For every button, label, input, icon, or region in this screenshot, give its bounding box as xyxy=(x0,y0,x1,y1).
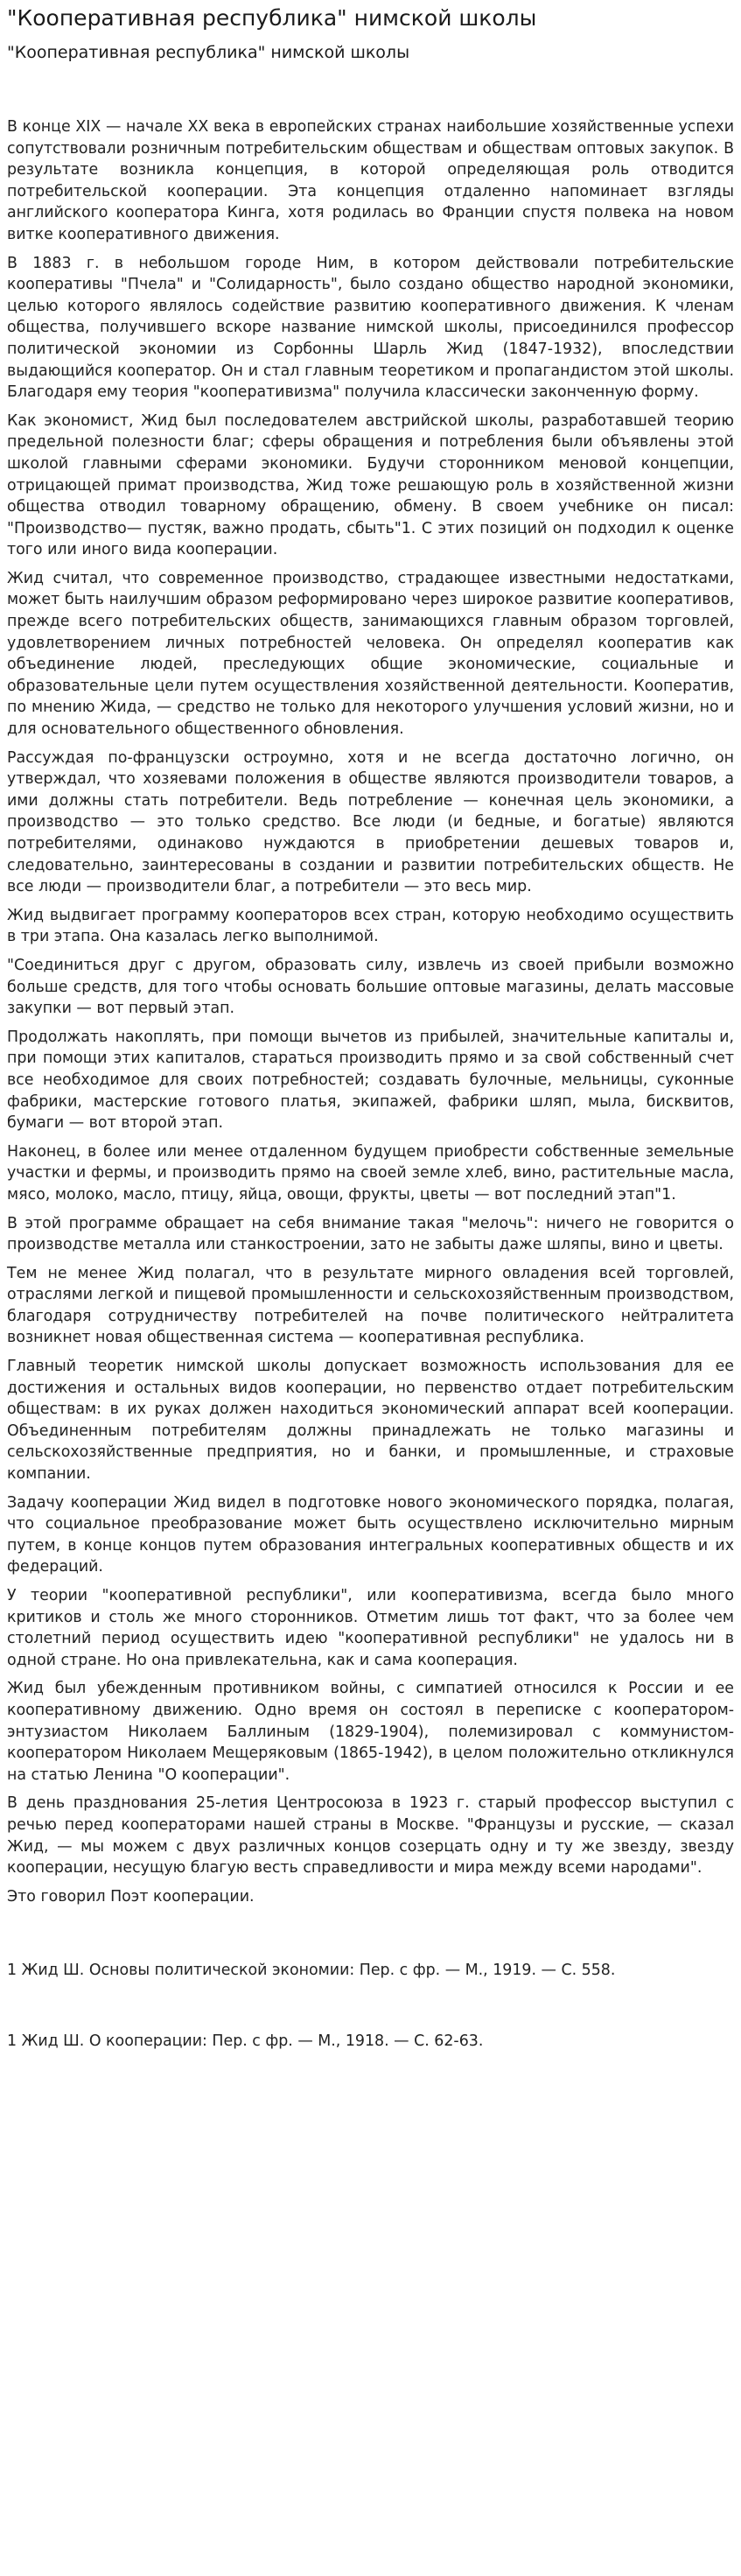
paragraph: Продолжать накоплять, при помощи вычетов из прибылей, значительные капиталы и, при помощи этих капиталов, стараться производить прямо и за свой собственный счет все необходимое для своих потребностей; создавать булочные, мельницы, суконные фабрики, мастерские готового платья, экипажей, фабрики шляп, мыла, бисквитов, бумаги — вот второй этап. xyxy=(7,1028,734,1133)
paragraph: Тем не менее Жид полагал, что в результате мирного овладения всей торговлей, отраслями легкой и пищевой промышленности и сельскохозяйственным производством, благодаря сотрудничеству потребителей на почве политического нейтралитета возникнет новая общественная система — кооперативная республика. xyxy=(7,1264,734,1347)
paragraph: Жид был убежденным противником войны, с симпатией относился к России и ее кооперативному движению. Одно время он состоял в переписке с кооператором-энтузиастом Николаем Баллиным (1829-1904), полемизировал с коммунистом-кооператором Николаем Мещеряковым (1865-1942), в целом положительно откликнулся на статью Ленина "О кооперации". xyxy=(7,1680,734,1784)
paragraph: В день празднования 25-летия Центросоюза в 1923 г. старый профессор выступил с речью перед кооператорами нашей страны в Москве. "Французы и русские, — сказал Жид, — мы можем с двух различных концов созерцать одну и ту же звезду, звезду кооперации, несущую благую весть справедливости и мира между всеми народами". xyxy=(7,1794,734,1878)
paragraph: Главный теоретик нимской школы допускает возможность использования для ее достижения и остальных видов кооперации, но первенство отдает потребительским обществам: в их руках должен находиться экономический аппарат всей кооперации. Объединенным потребителям должны принадлежать не только магазины и сельскохозяйственные предприятия, но и банки, и промышленные, и страховые компании. xyxy=(7,1358,734,1484)
footnote: 1 Жид Ш. Основы политической экономии: Пер. с фр. — М., 1919. — С. 558. xyxy=(7,1962,616,1980)
paragraph: В этой программе обращает на себя внимание такая "мелочь": ничего не говорится о производстве металла или станкостроении, зато не забыты даже шляпы, вино и цветы. xyxy=(7,1214,734,1254)
footnote-spacer xyxy=(7,1982,734,2031)
article-body xyxy=(7,116,734,1907)
paragraph: Как экономист, Жид был последователем австрийской школы, разработавшей теорию предельной полезности благ; сферы обращения и потребления были объявлены этой школой главными сферами экономики. Будучи сторонником меновой концепции, отрицающей примат производства, Жид тоже решающую роль в хозяйственной жизни общества отводил товарному обращению, обмену. В своем учебнике он писал: "Производство— пустяк, важно продать, сбыть"1. С этих позиций он подходил к оценке того или иного вида кооперации. xyxy=(7,411,734,559)
paragraph: Рассуждая по-французски остроумно, хотя и не всегда достаточно логично, он утверждал, что хозяевами положения в обществе являются производители товаров, а ими должны стать потребители. Ведь потребление — конечная цель экономики, а производство — это только средство. Все люди (и бедные, и богатые) являются потребителями, одинаково нуждаются в приобретении дешевых товаров и, следовательно, заинтересованы в создании и развитии потребительских обществ. Не все люди — производители благ, а потребители — это весь мир. xyxy=(7,748,734,896)
title-spacer xyxy=(7,63,734,116)
paragraph: Задачу кооперации Жид видел в подготовке нового экономического порядка, полагая, что социальное преобразование может быть осуществлено исключительно мирным путем, в конце концов путем образования интегральных кооперативных обществ и их федераций. xyxy=(7,1493,734,1576)
paragraph: Жид считал, что современное производство, страдающее известными недостатками, может быть наилучшим образом реформировано через широкое развитие кооперативов, прежде всего потребительских обществ, занимающихся главным образом торговлей, удовлетворением личных потребностей человека. Он определял кооператив как объединение людей, преследующих общие экономические, социальные и образовательные цели путем осуществления хозяйственной деятельности. Кооператив, по мнению Жида, — средство не только для некоторого улучшения условий жизни, но и для основательного общественного обновления. xyxy=(7,569,734,739)
paragraph: Жид выдвигает программу кооператоров всех стран, которую необходимо осуществить в три этапа. Она казалась легко выполнимой. xyxy=(7,906,734,946)
footnote: 1 Жид Ш. О кооперации: Пер. с фр. — М., 1918. — С. 62-63. xyxy=(7,2032,484,2050)
paragraph: Наконец, в более или менее отдаленном будущем приобрести собственные земельные участки и фермы, и производить прямо на своей земле хлеб, вино, растительные масла, мясо, молоко, масло, птицу, яйца, овощи, фрукты, цветы — вот последний этап"1. xyxy=(7,1142,734,1204)
paragraph: В 1883 г. в небольшом городе Ним, в котором действовали потребительские кооперативы "Пчела" и "Солидарность", было создано общество народной экономики, целью которого являлось содействие развитию кооперативного движения. К членам общества, получившего вскоре название нимской школы, присоединился профессор политической экономии из Сорбонны Шарль Жид (1847-1932), впоследствии выдающийся кооператор. Он и стал главным теоретиком и пропагандистом этой школы. Благодаря ему теория "кооперативизма" получила классически законченную форму. xyxy=(7,254,734,402)
paragraph: У теории "кооперативной республики", или кооперативизма, всегда было много критиков и столь же много сторонников. Отметим лишь тот факт, что за более чем столетний период осуществить идею "кооперативной республики" не удалось ни в одной стране. Но она привлекательна, как и сама кооперация. xyxy=(7,1587,734,1669)
footnote-spacer xyxy=(7,1914,734,1960)
paragraph: В конце XIX — начале XX века в европейских странах наибольшие хозяйственные успехи сопутствовали розничным потребительским обществам и обществам оптовых закупок. В результате возникла концепция, в которой определяющая роль отводится потребительской кооперации. Эта концепция отдаленно напоминает взгляды английского кооператора Кинга, хотя родилась во Франции спустя полвека на новом витке кооперативного движения. xyxy=(7,118,734,243)
page-subtitle: "Кооперативная республика" нимской школы xyxy=(7,43,410,62)
page-title: "Кооперативная республика" нимской школы xyxy=(7,5,537,31)
paragraph: "Соединиться друг с другом, образовать силу, извлечь из своей прибыли возможно больше средств, для того чтобы основать большие оптовые магазины, делать массовые закупки — вот первый этап. xyxy=(7,956,734,1018)
paragraph: Это говорил Поэт кооперации. xyxy=(7,1887,255,1906)
